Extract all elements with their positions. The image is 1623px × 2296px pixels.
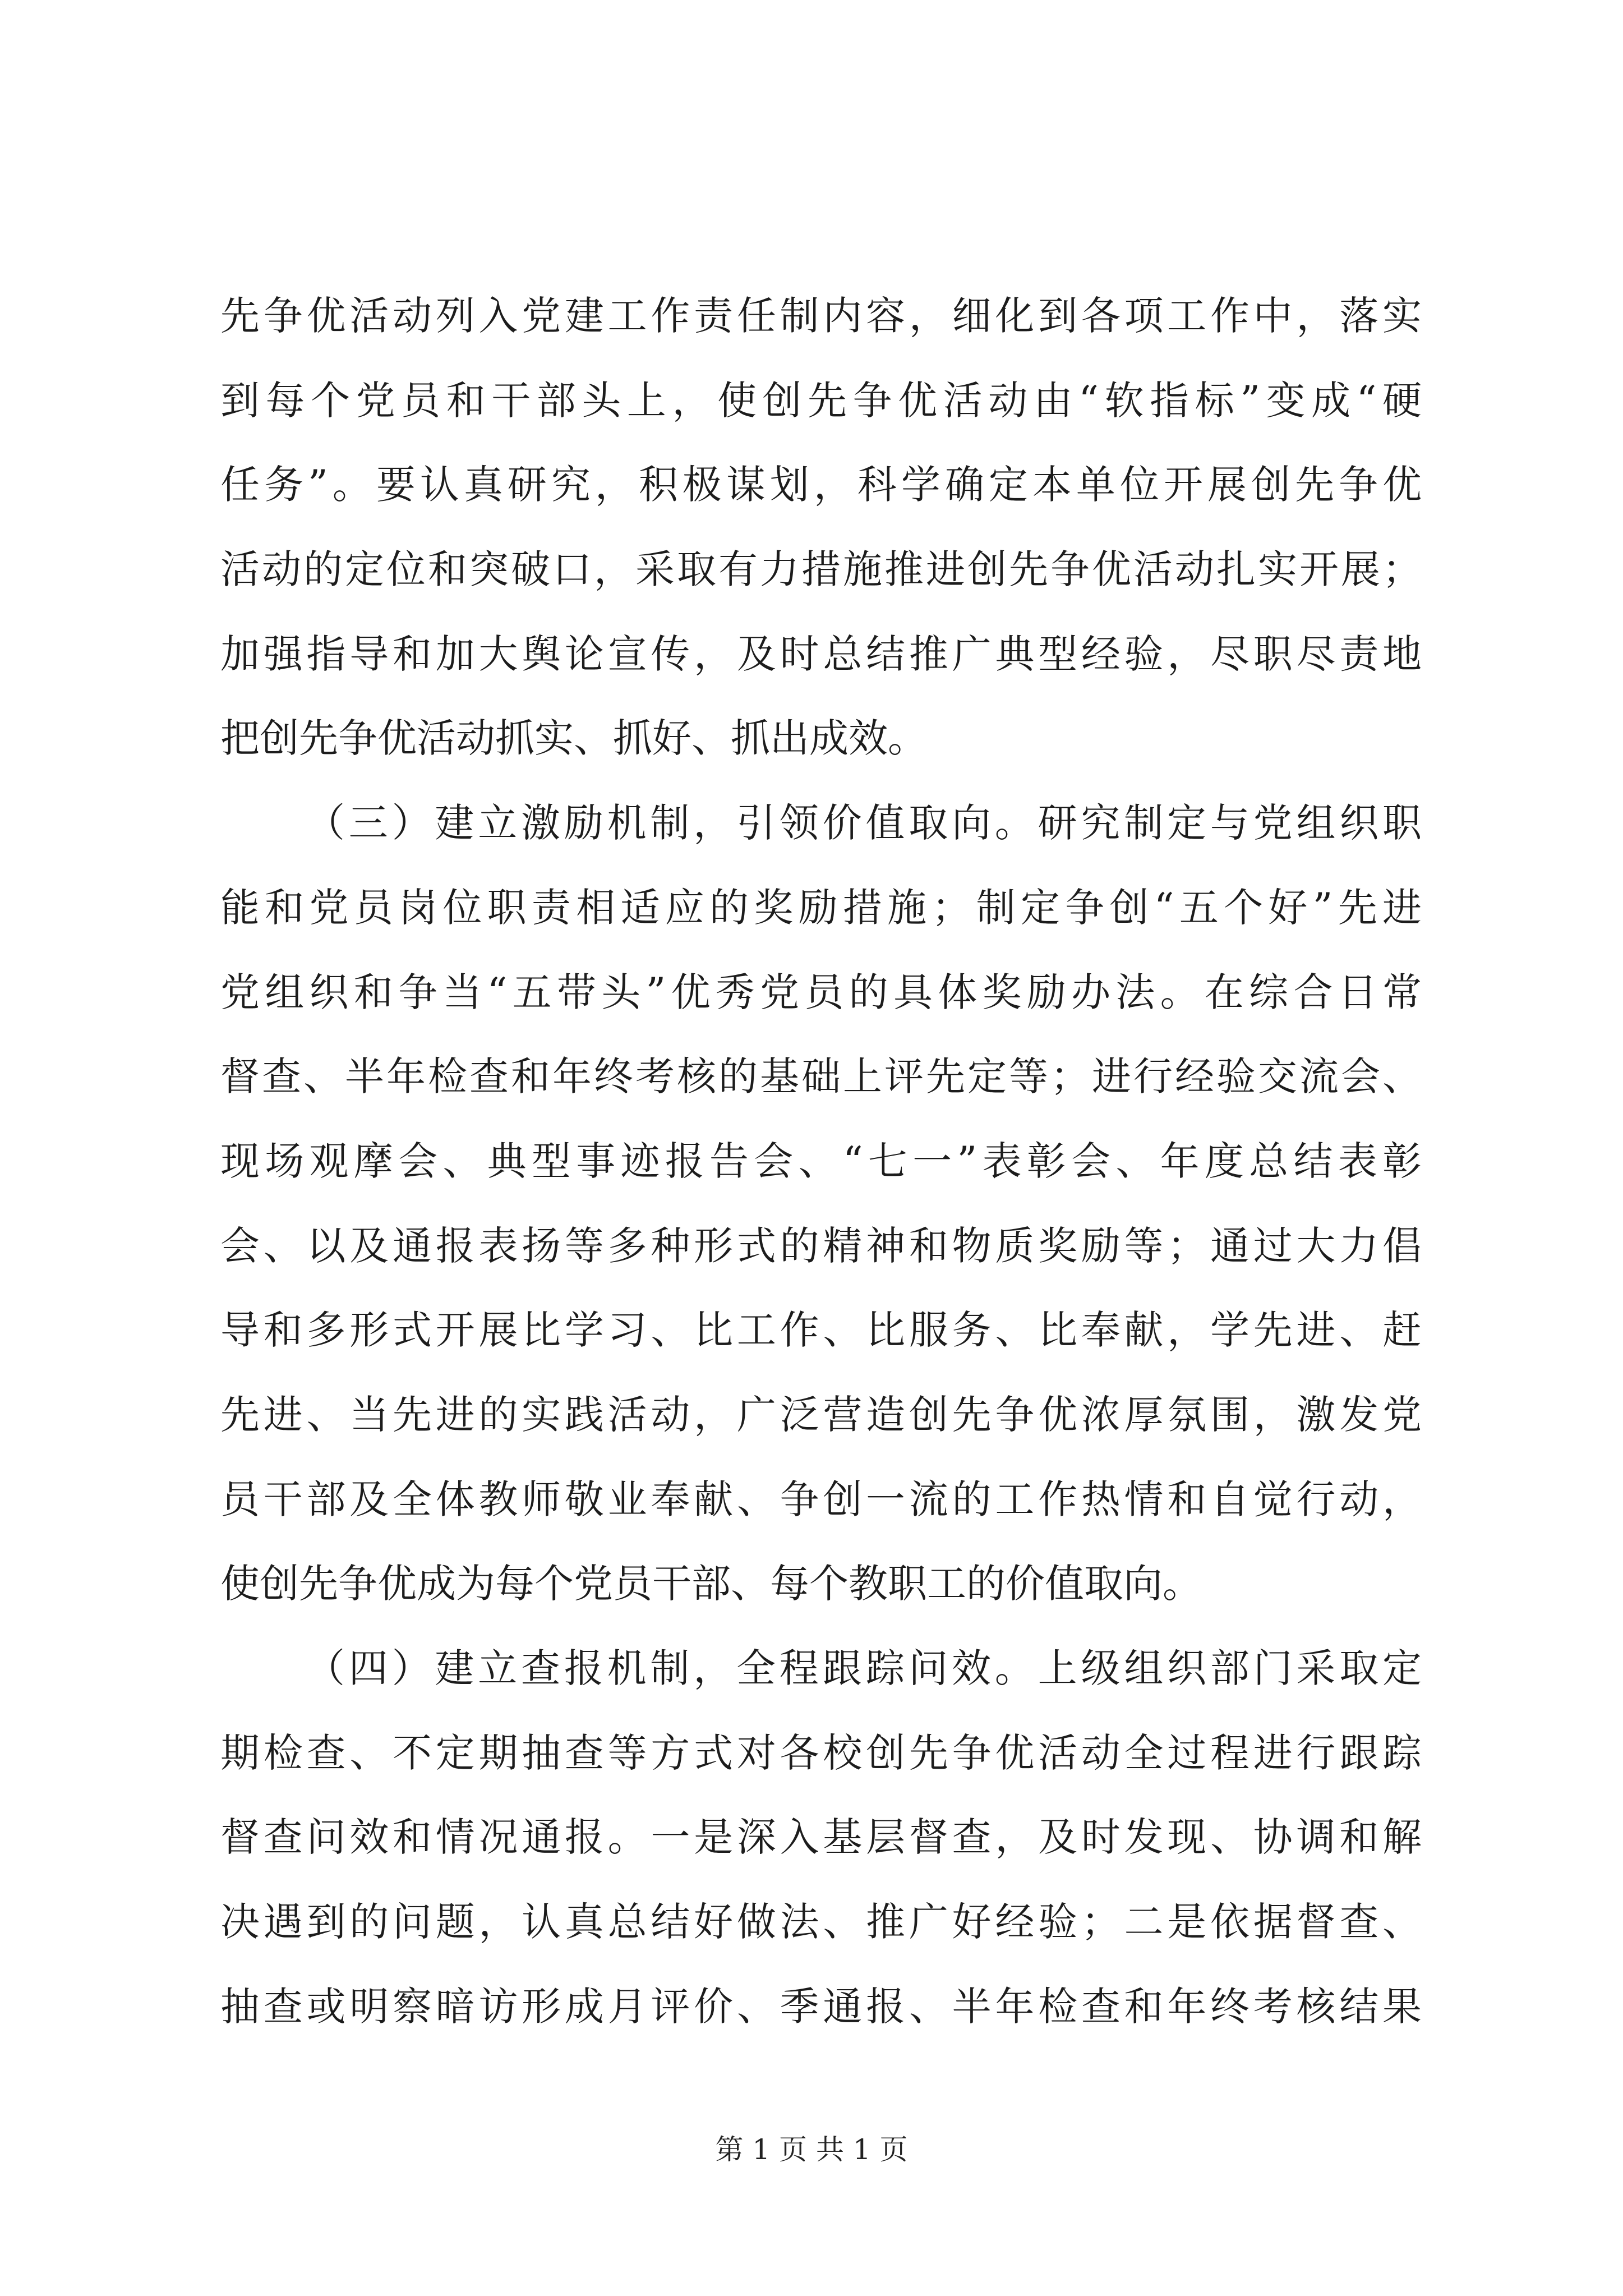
text-line: 到每个党员和干部头上，使创先争优活动由“软指标”变成“硬 <box>220 377 1422 424</box>
text-line: 员干部及全体教师敬业奉献、争创一流的工作热情和自觉行动， <box>220 1476 1422 1522</box>
text-line: 活动的定位和突破口，采取有力措施推进创先争优活动扎实开展； <box>220 546 1422 593</box>
paragraph <box>220 781 1422 1626</box>
text-line: 先进、当先进的实践活动，广泛营造创先争优浓厚氛围，激发党 <box>220 1391 1422 1438</box>
text-line: 现场观摩会、典型事迹报告会、“七一”表彰会、年度总结表彰 <box>220 1138 1422 1184</box>
paragraph <box>220 1626 1422 2049</box>
text-line: 会、以及通报表扬等多种形式的精神和物质奖励等；通过大力倡 <box>220 1222 1422 1269</box>
text-line: 加强指导和加大舆论宣传，及时总结推广典型经验，尽职尽责地 <box>220 631 1422 677</box>
text-line: 能和党员岗位职责相适应的奖励措施；制定争创“五个好”先进 <box>220 884 1422 931</box>
page-number-label: 第 1 页 共 1 页 <box>715 2133 908 2166</box>
text-line: 决遇到的问题，认真总结好做法、推广好经验；二是依据督查、 <box>220 1899 1422 1945</box>
text-line: 督查问效和情况通报。一是深入基层督查，及时发现、协调和解 <box>220 1814 1422 1861</box>
paragraph <box>220 274 1422 781</box>
text-line: 督查、半年检查和年终考核的基础上评先定等；进行经验交流会、 <box>220 1053 1422 1100</box>
text-line: （四）建立查报机制，全程跟踪问效。上级组织部门采取定 <box>306 1645 1422 1691</box>
page-footer <box>0 2132 1623 2168</box>
text-line: 期检查、不定期抽查等方式对各校创先争优活动全过程进行跟踪 <box>220 1729 1422 1776</box>
document-body <box>220 274 1422 2049</box>
text-line: 抽查或明察暗访形成月评价、季通报、半年检查和年终考核结果 <box>220 1983 1422 2030</box>
text-line: 任务”。要认真研究，积极谋划，科学确定本单位开展创先争优 <box>220 462 1422 508</box>
text-line: 党组织和争当“五带头”优秀党员的具体奖励办法。在综合日常 <box>220 969 1422 1015</box>
text-line: 先争优活动列入党建工作责任制内容，细化到各项工作中，落实 <box>220 293 1422 339</box>
text-line: 使创先争优成为每个党员干部、每个教职工的价值取向。 <box>220 1561 1202 1607</box>
text-line: 把创先争优活动抓实、抓好、抓出成效。 <box>220 715 927 762</box>
text-line: 导和多形式开展比学习、比工作、比服务、比奉献，学先进、赶 <box>220 1307 1422 1354</box>
text-line: （三）建立激励机制，引领价值取向。研究制定与党组织职 <box>306 800 1422 846</box>
